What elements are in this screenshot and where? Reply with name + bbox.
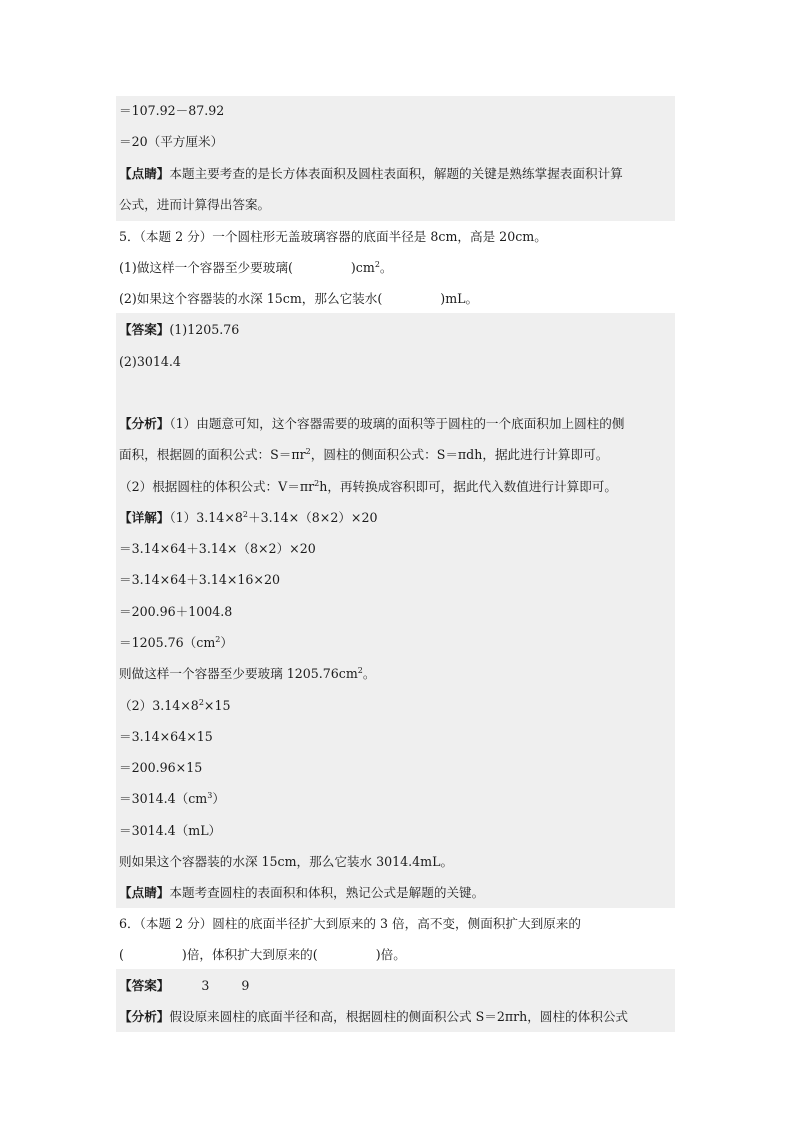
detail-text: （1）3.14×8 bbox=[169, 510, 243, 525]
q5-sub1-unit: )cm bbox=[350, 260, 375, 275]
q5-detail-line-2: ＝3.14×64＋3.14×（8×2）×20 bbox=[119, 541, 316, 556]
q5-sub1-text: (1)做这样一个容器至少要玻璃( bbox=[119, 260, 293, 275]
q6-text: )倍，体积扩大到原来的( bbox=[181, 947, 318, 962]
detail-text: （2）3.14×8 bbox=[119, 698, 199, 713]
analysis-text: ，圆柱的侧面积公式：S＝πdh，据此进行计算即可。 bbox=[310, 447, 609, 462]
analysis-text: （2）根据圆柱的体积公式：V＝πr bbox=[119, 479, 315, 494]
analysis-tag: 【分析】 bbox=[119, 1009, 170, 1024]
q5-answer-line-1 bbox=[119, 321, 675, 339]
answer-value-b: 9 bbox=[241, 978, 250, 993]
q5-analysis-line-3 bbox=[119, 478, 675, 496]
superscript: 2 bbox=[305, 446, 311, 456]
q5-detail-line-4: ＝200.96＋1004.8 bbox=[119, 604, 233, 619]
q5-stem: 5．（本题 2 分）一个圆柱形无盖玻璃容器的底面半径是 8cm，高是 20cm。 bbox=[119, 229, 547, 244]
q5-sub2-unit: )mL。 bbox=[440, 291, 479, 306]
q5-detail-line-9: ＝200.96×15 bbox=[119, 760, 203, 775]
comment-text: 本题考查圆柱的表面积和体积，熟记公式是解题的关键。 bbox=[169, 885, 485, 900]
q6-analysis-line bbox=[119, 1008, 675, 1026]
superscript: 3 bbox=[207, 790, 213, 800]
q5-answer-line-2: (2)3014.4 bbox=[119, 354, 181, 369]
detail-text: ） bbox=[220, 635, 233, 650]
analysis-text: 假设原来圆柱的底面半径和高，根据圆柱的侧面积公式 S＝2πrh，圆柱的体积公式 bbox=[169, 1009, 629, 1024]
detail-text: ＝1205.76（cm bbox=[119, 635, 216, 650]
comment-text: 本题主要考查的是长方体表面积及圆柱表面积，解题的关键是熟练掌握表面积计算 bbox=[169, 166, 623, 181]
analysis-tag: 【分析】 bbox=[119, 416, 170, 431]
comment-tag: 【点睛】 bbox=[119, 166, 170, 181]
q5-detail-line-7 bbox=[119, 697, 675, 715]
q5-detail-line-1 bbox=[119, 509, 675, 527]
superscript: 2 bbox=[314, 478, 320, 488]
q5-detail-line-8: ＝3.14×64×15 bbox=[119, 729, 213, 744]
q5-analysis-line-1 bbox=[119, 415, 675, 433]
analysis-text: （1）由题意可知，这个容器需要的玻璃的面积等于圆柱的一个底面积加上圆柱的侧 bbox=[169, 416, 625, 431]
answer-text: (1)1205.76 bbox=[169, 322, 240, 337]
answer-value-a: 3 bbox=[201, 978, 210, 993]
q5-detail-line-5 bbox=[119, 634, 675, 652]
answer-tag: 【答案】 bbox=[119, 322, 170, 337]
prev-comment-line-2: 公式，进而计算得出答案。 bbox=[119, 197, 271, 212]
q5-detail-line-6 bbox=[119, 665, 675, 683]
detail-text: ＋3.14×（8×2）×20 bbox=[247, 510, 378, 525]
q6-text: )倍。 bbox=[375, 947, 406, 962]
q5-detail-line-12: 则如果这个容器装的水深 15cm，那么它装水 3014.4mL。 bbox=[119, 854, 454, 869]
q5-sub-question-1 bbox=[119, 259, 675, 277]
q5-detail-line-3: ＝3.14×64＋3.14×16×20 bbox=[119, 572, 281, 587]
q6-answer-line bbox=[119, 977, 675, 995]
detail-text: 则做这样一个容器至少要玻璃 1205.76cm bbox=[119, 666, 358, 681]
q5-sub-question-2 bbox=[119, 290, 675, 308]
detail-text: ＝3014.4（cm bbox=[119, 791, 208, 806]
q6-stem: 6．（本题 2 分）圆柱的底面半径扩大到原来的 3 倍，高不变，侧面积扩大到原来的 bbox=[119, 916, 581, 931]
answer-tag: 【答案】 bbox=[119, 978, 170, 993]
detail-text: 。 bbox=[362, 666, 376, 681]
prev-solution-line-2: ＝20（平方厘米） bbox=[119, 134, 224, 149]
q5-detail-line-10 bbox=[119, 790, 675, 808]
superscript: 2 bbox=[357, 665, 363, 675]
prev-comment-line-1 bbox=[119, 165, 675, 183]
q6-text: ( bbox=[119, 947, 124, 962]
q5-analysis-line-2 bbox=[119, 446, 675, 464]
q5-comment-line bbox=[119, 884, 675, 902]
q6-blank-line bbox=[119, 946, 675, 964]
superscript: 2 bbox=[374, 259, 380, 269]
q5-detail-line-11: ＝3014.4（mL） bbox=[119, 823, 222, 838]
detail-text: ） bbox=[212, 791, 225, 806]
analysis-text: 面积，根据圆的面积公式：S＝πr bbox=[119, 447, 306, 462]
prev-solution-line-1: ＝107.92－87.92 bbox=[119, 103, 225, 118]
superscript: 2 bbox=[215, 634, 221, 644]
q5-sub1-end: 。 bbox=[379, 260, 393, 275]
comment-tag: 【点睛】 bbox=[119, 885, 170, 900]
detail-text: ×15 bbox=[203, 698, 231, 713]
superscript: 2 bbox=[198, 697, 204, 707]
q5-sub2-text: (2)如果这个容器装的水深 15cm，那么它装水( bbox=[119, 291, 383, 306]
analysis-text: h，再转换成容积即可，据此代入数值进行计算即可。 bbox=[319, 479, 617, 494]
superscript: 2 bbox=[242, 509, 248, 519]
detail-tag: 【详解】 bbox=[119, 510, 170, 525]
